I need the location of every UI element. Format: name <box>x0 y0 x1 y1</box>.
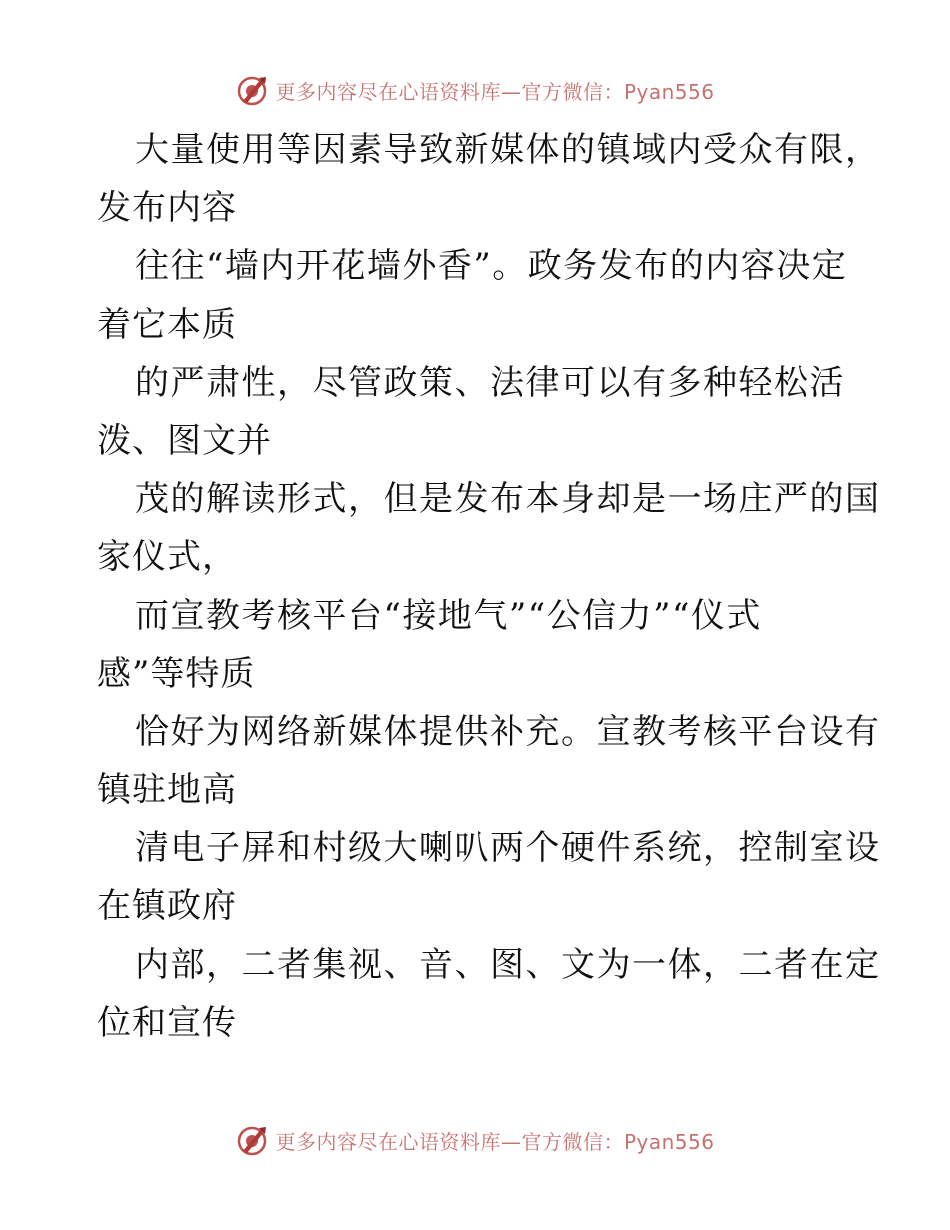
body-line: 大量使用等因素导致新媒体的镇域内受众有限， <box>135 130 881 170</box>
header-banner-text: 更多内容尽在心语资料库—官方微信：Pyan556 <box>275 79 715 104</box>
body-line: 而宣教考核平台“接地气”“公信力”“仪式 <box>135 595 762 636</box>
body-line: 感”等特质 <box>97 653 256 694</box>
footer-banner <box>0 1120 950 1160</box>
body-line: 家仪式， <box>97 537 237 578</box>
body-line: 泼、图文并 <box>97 420 272 461</box>
body-line: 茂的解读形式，但是发布本身却是一场庄严的国 <box>135 479 881 520</box>
quill-seal-icon <box>235 73 269 107</box>
quill-seal-icon <box>235 1123 269 1157</box>
body-line: 镇驻地高 <box>97 770 237 811</box>
header-banner <box>0 70 950 110</box>
document-body <box>97 121 881 1052</box>
body-line: 位和宣传 <box>97 1002 237 1043</box>
body-line: 清电子屏和村级大喇叭两个硬件系统，控制室设 <box>135 828 881 869</box>
footer-banner-text: 更多内容尽在心语资料库—官方微信：Pyan556 <box>275 1129 715 1154</box>
body-line: 的严肃性，尽管政策、法律可以有多种轻松活 <box>135 362 845 403</box>
body-line: 恰好为网络新媒体提供补充。宣教考核平台设有 <box>135 711 881 752</box>
body-line: 在镇政府 <box>97 886 237 927</box>
body-line: 发布内容 <box>97 188 237 229</box>
body-line: 着它本质 <box>97 304 237 345</box>
body-line: 内部，二者集视、音、图、文为一体，二者在定 <box>135 944 881 985</box>
body-line: 往往“墙内开花墙外香”。政务发布的内容决定 <box>135 246 848 287</box>
